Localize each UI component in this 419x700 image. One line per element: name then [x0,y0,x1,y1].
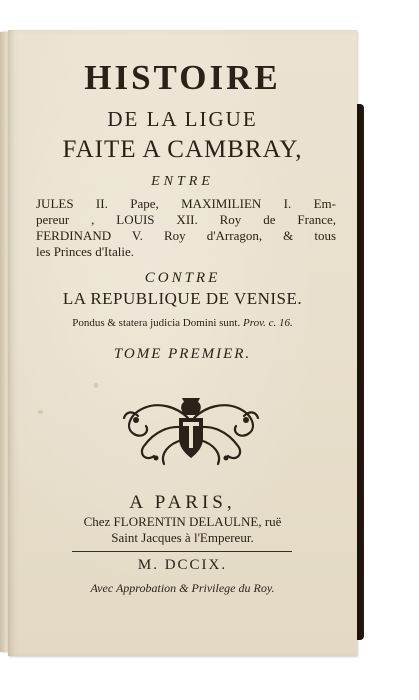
title-line-3: FAITE A CAMBRAY, [62,136,303,163]
opponent-line: LA REPUBLIQUE DE VENISE. [62,289,303,308]
imprint-year: M. DCCIX. [137,557,228,573]
title-line-1: HISTOIRE [84,58,281,97]
floral-ornament-icon [116,388,266,474]
parties-block [36,196,336,260]
publisher-line-2: Saint Jacques à l'Empereur. [111,530,254,545]
epigraph-reference: Prov. c. 16. [243,317,293,329]
publisher-line-1: Chez FLORENTIN DELAULNE, ruë [83,514,282,529]
imprint-rule [72,551,292,552]
entre-label: ENTRE [151,174,214,189]
parties-line: pereur , LOUIS XII. Roy de France, [36,212,336,227]
epigraph-text: Pondus & statera judicia Domini sunt. [72,317,241,329]
volume-label: TOME PREMIER. [113,346,252,362]
epigraph [8,317,357,329]
parties-line: JULES II. Pape, MAXIMILIEN I. Em- [36,196,336,211]
foxing-spot [94,383,98,388]
parties-line: FERDINAND V. Roy d'Arragon, & tous [36,228,336,243]
imprint-place: A PARIS, [129,492,236,513]
foxing-spot [38,410,43,414]
parties-line: les Princes d'Italie. [36,244,135,259]
contre-label: CONTRE [144,270,221,286]
title-page [8,30,357,656]
title-line-2: DE LA LIGUE [107,107,258,131]
privilege-line: Avec Approbation & Privilege du Roy. [90,581,275,595]
